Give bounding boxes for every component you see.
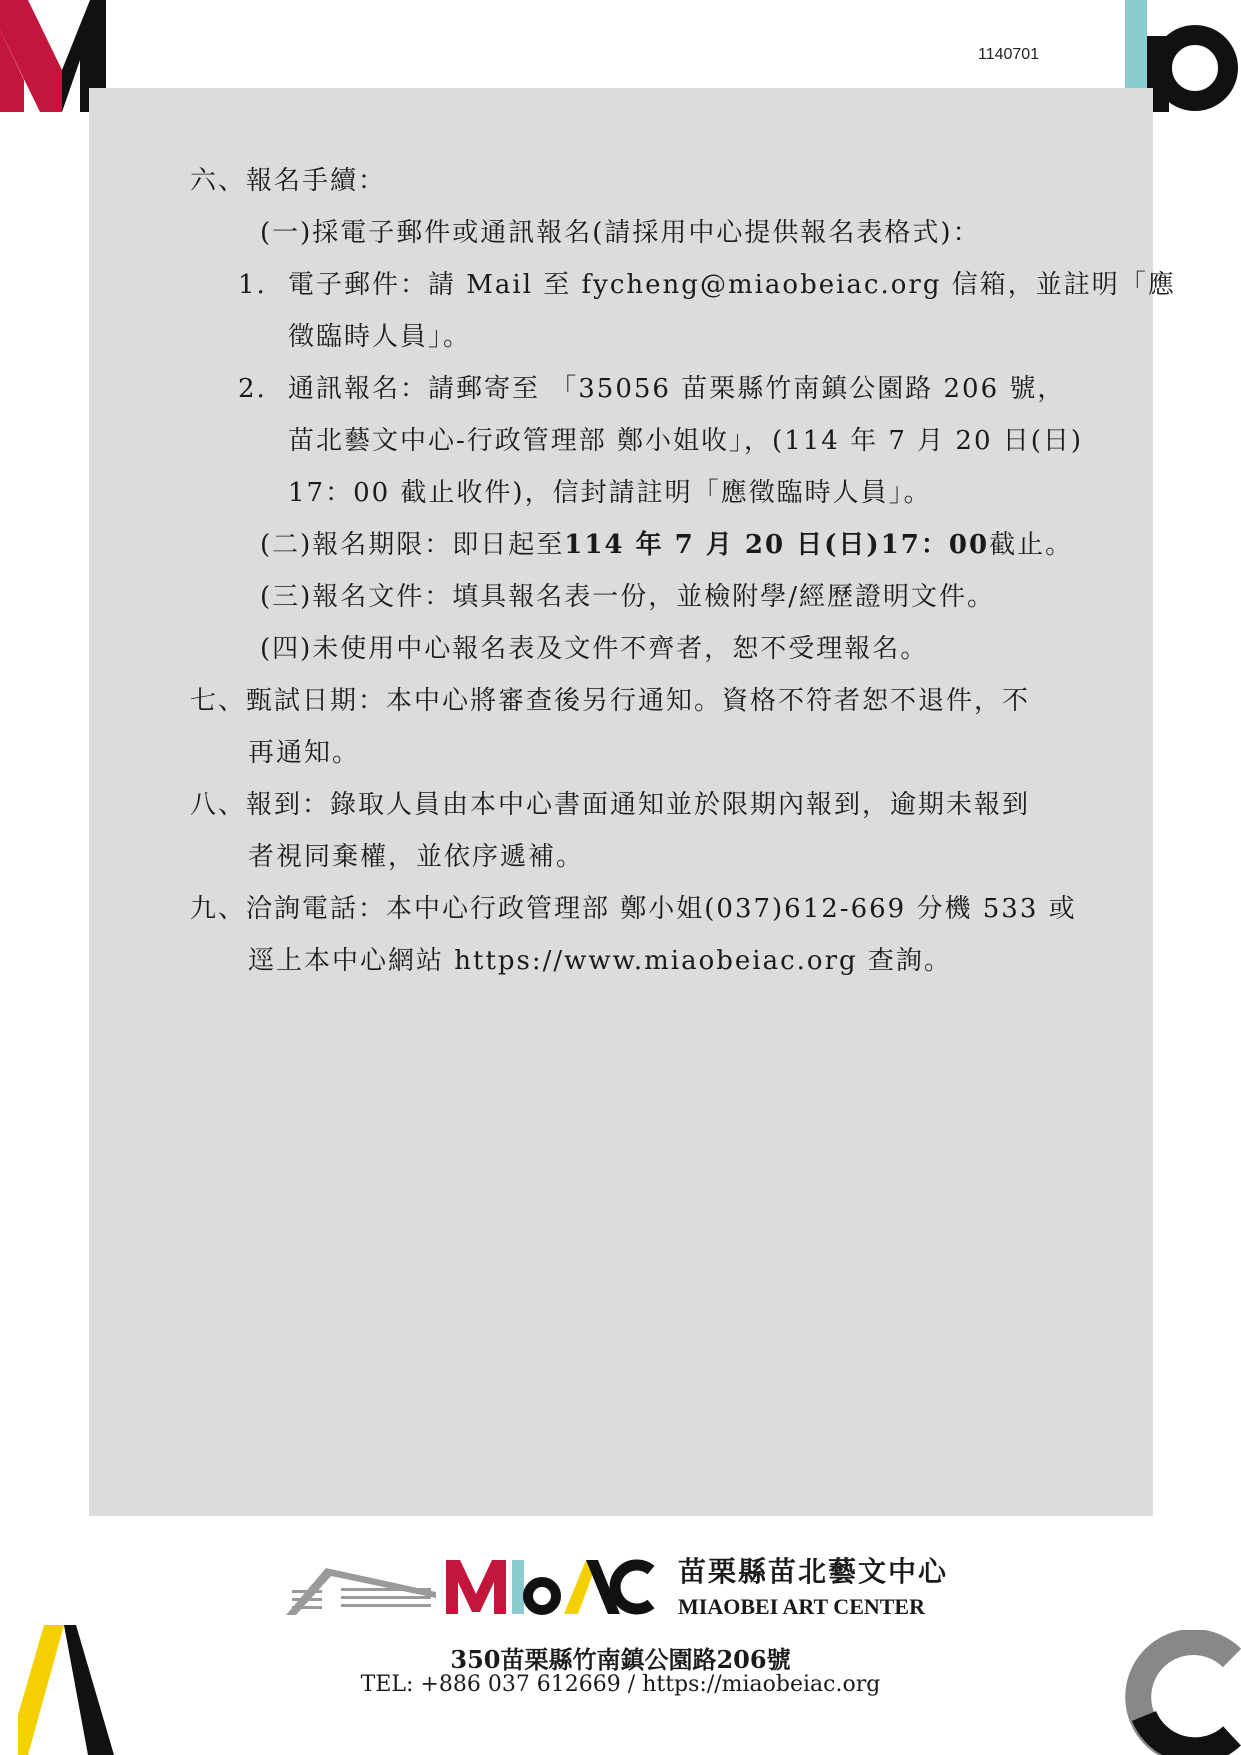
list-number: 2. — [238, 374, 267, 404]
list-text: 通訊報名：請郵寄至 「35056 苗栗縣竹南鎮公園路 206 號， — [288, 374, 1066, 404]
section-6-1: (一)採電子郵件或通訊報名(請採用中心提供報名表格式)： — [260, 218, 981, 248]
footer-logo — [286, 1550, 966, 1630]
section-6-1-item-2-cont2: 17：00 截止收件)，信封請註明「應徵臨時人員」。 — [288, 478, 932, 508]
list-number: 1. — [238, 270, 267, 300]
document-code: 1140701 — [978, 46, 1040, 63]
section-6-3: (三)報名文件：填具報名表一份，並檢附學/經歷證明文件。 — [260, 582, 996, 612]
footer-contact: TEL: +886 037 612669 / https://miaobeiac.org — [360, 1672, 881, 1697]
section-6-1-item-2 — [190, 363, 1066, 415]
deadline-suffix: 截止。 — [989, 530, 1074, 560]
center-name-en: MIAOBEI ART CENTER — [678, 1594, 925, 1619]
section-7-cont: 再通知。 — [248, 738, 361, 768]
mbac-logo — [446, 1556, 656, 1616]
center-name-zh: 苗栗縣苗北藝文中心 — [678, 1555, 949, 1588]
section-6-1-item-1-cont: 徵臨時人員」。 — [288, 322, 472, 352]
section-6-4: (四)未使用中心報名表及文件不齊者，恕不受理報名。 — [260, 634, 929, 664]
section-6-2 — [190, 519, 1074, 571]
section-6-title: 六、報名手續： — [190, 166, 387, 196]
deadline-date: 114 年 7 月 20 日(日)17：00 — [564, 530, 990, 560]
building-icon — [286, 1560, 436, 1620]
section-9: 九、洽詢電話：本中心行政管理部 鄭小姐(037)612-669 分機 533 或 — [190, 894, 1077, 924]
section-7: 七、甄試日期：本中心將審查後另行通知。資格不符者恕不退件，不 — [190, 686, 1031, 716]
deadline-prefix: (二)報名期限：即日起至 — [260, 530, 565, 560]
section-8: 八、報到：錄取人員由本中心書面通知並於限期內報到，逾期未報到 — [190, 790, 1031, 820]
section-6-1-item-2-cont: 苗北藝文中心-行政管理部 鄭小姐收」，(114 年 7 月 20 日(日) — [288, 426, 1084, 456]
list-text: 電子郵件：請 Mail 至 fycheng@miaobeiac.org 信箱，並註明「應 — [288, 270, 1176, 300]
section-9-cont: 逕上本中心網站 https://www.miaobeiac.org 查詢。 — [248, 946, 952, 976]
footer-address: 350苗栗縣竹南鎮公園路206號 — [450, 1645, 791, 1674]
section-6-1-item-1 — [190, 259, 1176, 311]
document-body — [190, 155, 1176, 987]
section-8-cont: 者視同棄權，並依序遞補。 — [248, 842, 585, 872]
